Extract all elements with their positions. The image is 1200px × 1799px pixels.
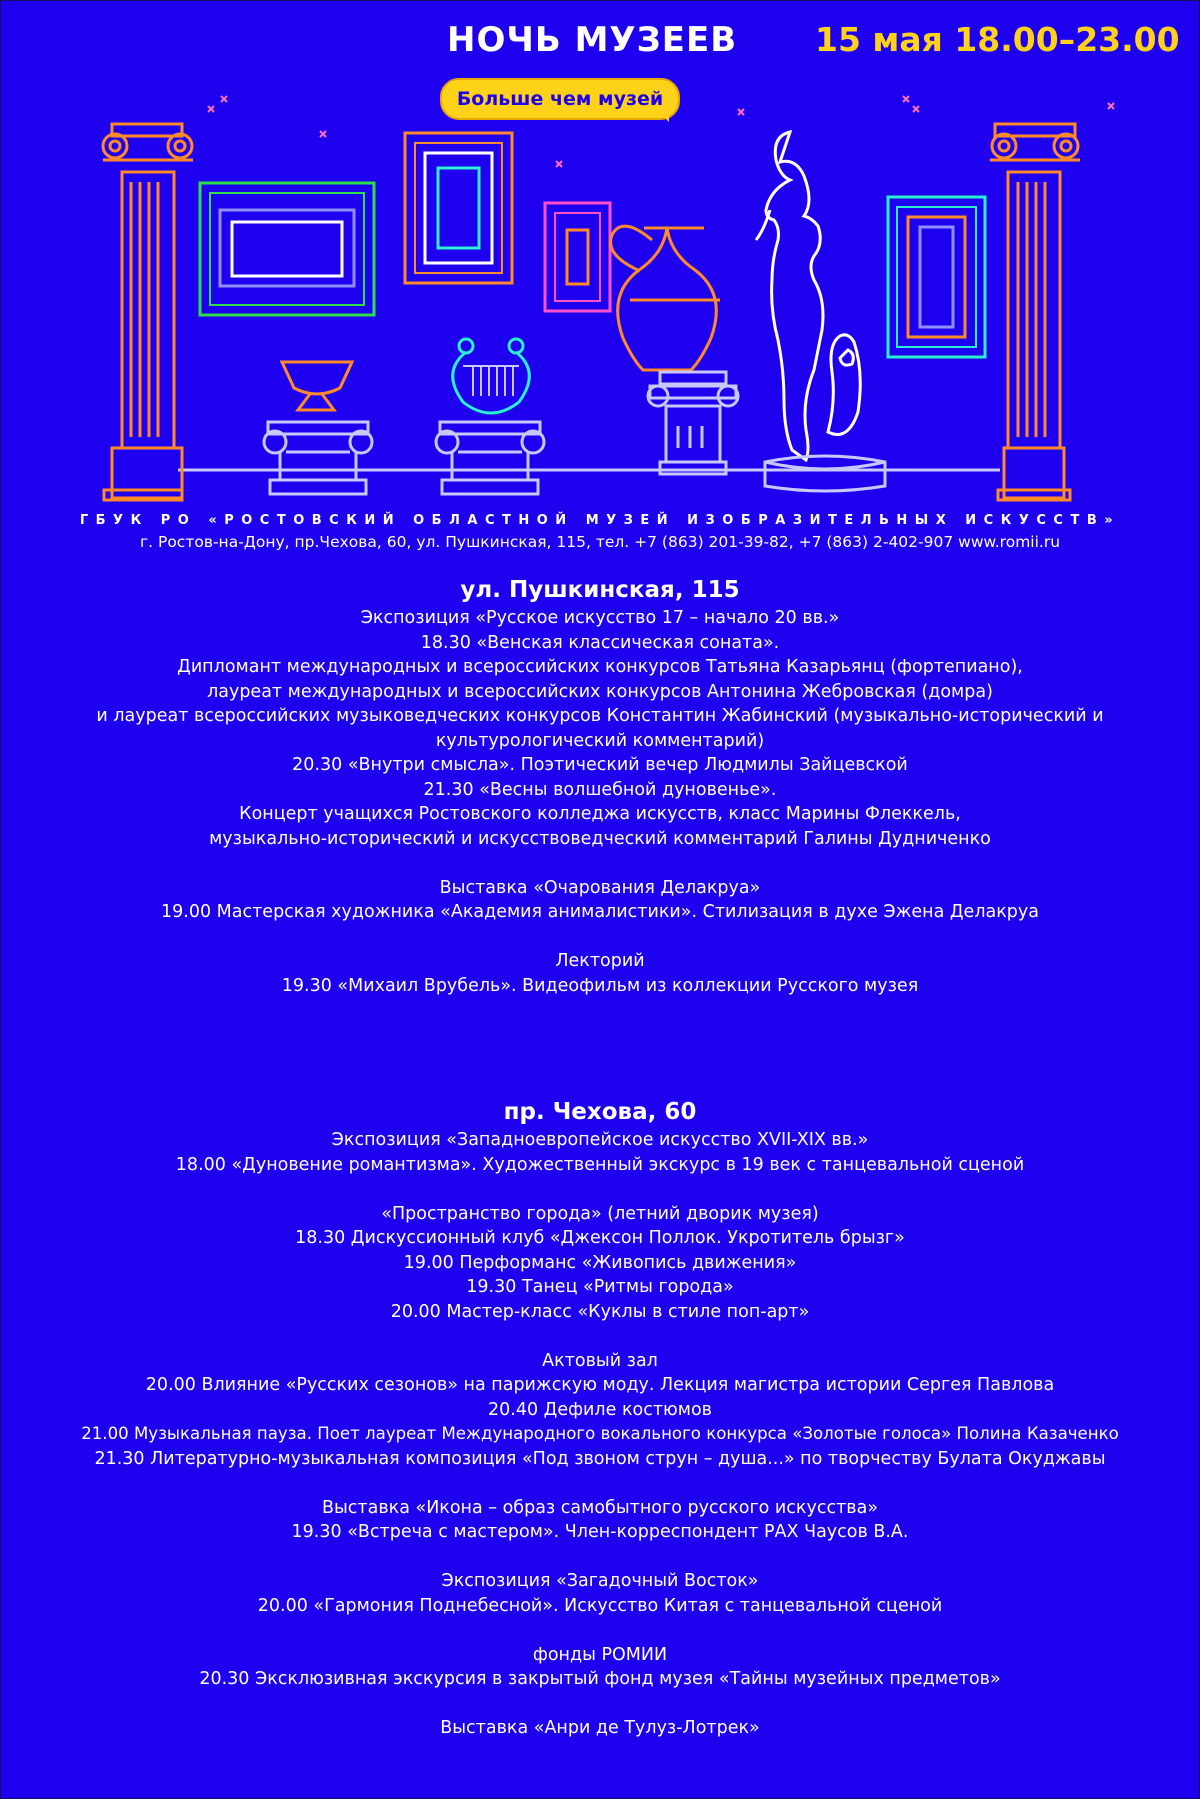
- statue-icon: [756, 132, 885, 491]
- program-line: 19.30 Танец «Ритмы города»: [466, 1277, 734, 1297]
- program-line: 20.30 «Внутри смысла». Поэтический вечер Людмилы Зайцевской: [292, 755, 908, 775]
- program-line: 20.00 Мастер-класс «Куклы в стиле поп-арт»: [390, 1301, 810, 1322]
- spacer: [0, 1324, 1200, 1349]
- program-line: «Пространство города» (летний дворик музея): [381, 1203, 819, 1224]
- event-date: 15 мая 18.00–23.00: [815, 20, 1180, 59]
- program-line: Концерт учащихся Ростовского колледжа искусств, класс Марины Флеккель,: [239, 804, 961, 824]
- program-line: 21.30 Литературно-музыкальная композиция «Под звоном струн – душа...» по творчеству Булата Окуджавы: [94, 1448, 1106, 1469]
- amphora-on-pedestal-icon: [611, 226, 738, 474]
- section-chekhova: [0, 1096, 1200, 1741]
- program-line: 18.00 «Дуновение романтизма». Художественный экскурс в 19 век с танцевальной сценой: [175, 1154, 1025, 1175]
- cyan-frame-icon: [888, 197, 985, 357]
- organization-name: ГБУК РО «РОСТОВСКИЙ ОБЛАСТНОЙ МУЗЕЙ ИЗОБРАЗИТЕЛЬНЫХ ИСКУССТВ»: [79, 513, 1121, 528]
- slogan-badge: Больше чем музей: [440, 78, 680, 120]
- spacer: [0, 1618, 1200, 1643]
- program-line: 20.30 Эксклюзивная экскурсия в закрытый фонд музея «Тайны музейных предметов»: [199, 1669, 1001, 1689]
- spacer: [0, 851, 1200, 876]
- museum-illustration: [0, 0, 1200, 510]
- program-line: 21.30 «Весны волшебной дуновенье».: [423, 779, 777, 800]
- green-frame-icon: [200, 183, 374, 315]
- orange-frame-icon: [405, 133, 512, 283]
- program-line: 19.00 Перформанс «Живопись движения»: [403, 1252, 797, 1273]
- program-line: 20.00 Влияние «Русских сезонов» на парижскую моду. Лекция магистра истории Сергея Павлова: [145, 1375, 1055, 1395]
- event-program: [0, 574, 1200, 1741]
- section-title: пр. Чехова, 60: [503, 1099, 697, 1125]
- program-line: Дипломант международных и всероссийских конкурсов Татьяна Казарьянц (фортепиано),: [177, 657, 1023, 677]
- program-line: 20.40 Дефиле костюмов: [488, 1399, 712, 1420]
- program-line: Выставка «Очарования Делакруа»: [439, 877, 761, 898]
- program-line: 18.30 «Венская классическая соната».: [420, 632, 780, 653]
- program-line: и лауреат всероссийских музыковедческих конкурсов Константин Жабинский (музыкально-исторический и: [96, 706, 1104, 726]
- spacer: [0, 1545, 1200, 1570]
- program-line: 20.00 «Гармония Поднебесной». Искусство Китая с танцевальной сценой: [257, 1595, 943, 1616]
- contact-info: г. Ростов-на-Дону, пр.Чехова, 60, ул. Пушкинская, 115, тел. +7 (863) 201-39-82, +7 (863) 2-402-907 www.romii.ru: [139, 533, 1061, 551]
- program-line: Экспозиция «Западноевропейское искусство XVII-XIX вв.»: [331, 1130, 869, 1150]
- program-line: Выставка «Икона – образ самобытного русского искусства»: [321, 1497, 879, 1518]
- pink-frame-icon: [545, 203, 610, 311]
- program-line: Выставка «Анри де Тулуз-Лотрек»: [440, 1718, 760, 1738]
- left-column-icon: [103, 124, 193, 500]
- section-title: ул. Пушкинская, 115: [460, 577, 740, 603]
- spacer: [0, 1692, 1200, 1717]
- program-line: лауреат международных и всероссийских конкурсов Антонина Жебровская (домра): [207, 681, 993, 702]
- program-line: Лекторий: [555, 951, 645, 971]
- program-line: Экспозиция «Русское искусство 17 – начало 20 вв.»: [360, 608, 840, 628]
- program-line: музыкально-исторический и искусствоведческий комментарий Галины Дудниченко: [209, 828, 991, 849]
- program-line: Экспозиция «Загадочный Восток»: [441, 1571, 759, 1591]
- spacer: [0, 1471, 1200, 1496]
- program-line: 19.30 «Встреча с мастером». Член-корреспондент РАХ Чаусов В.А.: [291, 1522, 909, 1542]
- spacer: [0, 1177, 1200, 1202]
- program-line: 19.00 Мастерская художника «Академия анималистики». Стилизация в духе Эжена Делакруа: [161, 902, 1039, 922]
- program-line: фонды РОМИИ: [532, 1644, 668, 1665]
- spacer: [0, 925, 1200, 950]
- program-line: 21.00 Музыкальная пауза. Поет лауреат Международного вокального конкурса «Золотые голоса» Полина Казаченко: [81, 1424, 1119, 1443]
- section-pushkinskaya: [0, 574, 1200, 998]
- program-line: 19.30 «Михаил Врубель». Видеофильм из коллекции Русского музея: [281, 975, 919, 996]
- program-line: культурологический комментарий): [435, 730, 765, 751]
- bowl-on-pedestal-icon: [264, 362, 372, 494]
- section-spacer: [0, 998, 1200, 1096]
- slogan-badge-tail: [655, 108, 669, 122]
- poster-header: [0, 0, 1200, 560]
- program-line: 18.30 Дискуссионный клуб «Джексон Поллок. Укротитель брызг»: [295, 1228, 905, 1248]
- right-column-icon: [990, 124, 1080, 500]
- program-line: Актовый зал: [542, 1350, 658, 1371]
- event-title: НОЧЬ МУЗЕЕВ: [447, 20, 738, 60]
